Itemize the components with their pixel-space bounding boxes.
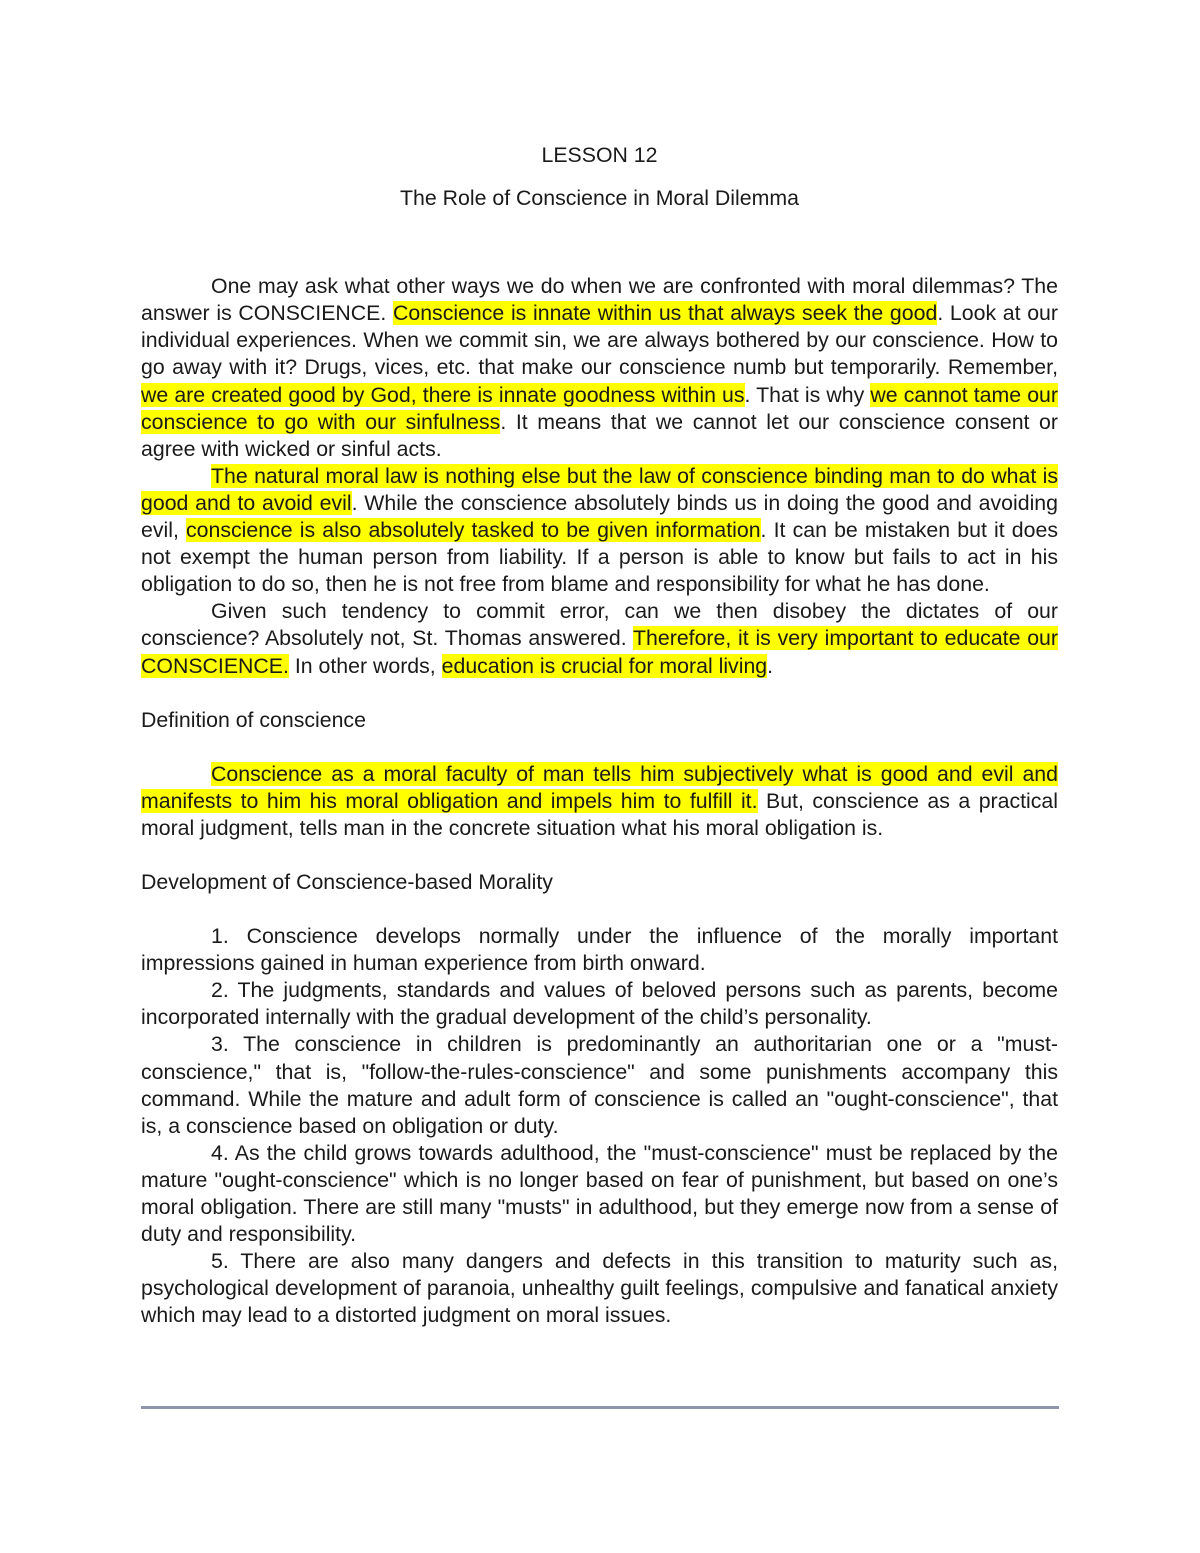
text-run: . It means that we cannot let our conscience consent or agree with wicked or sinful acts.	[141, 409, 1058, 461]
intro-paragraph-2	[141, 463, 1058, 598]
list-item: 1. Conscience develops normally under the influence of the morally important impressions gained in human experience from birth onward.	[141, 924, 1058, 976]
highlighted-text: Conscience as a moral faculty of man tells him subjectively what is good and evil and manifests to him his moral obligation and impels him to fulfill it.	[141, 761, 1058, 813]
document-page	[141, 142, 1058, 1329]
text-run: . That is why	[744, 382, 871, 407]
text-run: In other words,	[288, 653, 442, 678]
highlighted-text: education is crucial for moral living	[441, 653, 768, 678]
list-item: 5. There are also many dangers and defects in this transition to maturity such as, psychological development of paranoia, unhealthy guilt feelings, compulsive and fanatical anxiety which may lead to a distorted judgment on moral issues.	[141, 1249, 1058, 1328]
highlighted-text: Conscience is innate within us that always seek the good	[392, 301, 938, 326]
text-run: . Look at our individual experiences. When we commit sin, we are always bothered by our conscience. How to go away with it? Drugs, vices, etc. that make our conscience numb but temporarily. Remember,	[141, 301, 1058, 380]
text-run: . It can be mistaken but it does not exempt the human person from liability. If a person is able to know but fails to act in his obligation to do so, then he is not free from blame and responsibility for what he has done.	[141, 518, 1058, 597]
text-run: .	[767, 653, 774, 678]
text-run: Given such tendency to commit error, can we then disobey the dictates of our conscience? Absolutely not, St. Thomas answered.	[141, 599, 1058, 651]
list-item: 2. The judgments, standards and values of beloved persons such as parents, become incorporated internally with the gradual development of the child’s personality.	[141, 978, 1058, 1030]
list-item: 3. The conscience in children is predominantly an authoritarian one or a "must-conscience," that is, "follow-the-rules-conscience" and some punishments accompany this command. While the mature and adult form of conscience is called an "ought-conscience", that is, a conscience based on obligation or duty.	[141, 1032, 1058, 1138]
highlighted-text: The natural moral law is nothing else but the law of conscience binding man to do what is good and to avoid evil	[141, 463, 1058, 515]
bottom-rule	[141, 1406, 1059, 1409]
development-heading: Development of Conscience-based Morality	[141, 869, 553, 894]
highlighted-text: we cannot tame our conscience to go with our sinfulness	[141, 382, 1058, 434]
definition-paragraph	[141, 761, 1058, 842]
list-item: 4. As the child grows towards adulthood, the "must-conscience" must be replaced by the mature "ought-conscience" which is no longer based on fear of punishment, but based on one’s moral obligation. There are still many "musts" in adulthood, but they emerge now from a sense of duty and responsibility.	[141, 1140, 1058, 1247]
highlighted-text: conscience is also absolutely tasked to be given information	[186, 518, 761, 543]
highlighted-text: Therefore, it is very important to educate our CONSCIENCE.	[141, 626, 1058, 678]
text-run: But, conscience as a practical moral judgment, tells man in the concrete situation what his moral obligation is.	[141, 788, 1059, 840]
definition-heading: Definition of conscience	[141, 707, 366, 732]
text-run: One may ask what other ways we do when we are confronted with moral dilemmas? The answer is CONSCIENCE.	[141, 274, 1058, 326]
lesson-number: LESSON 12	[541, 143, 658, 167]
development-list	[141, 923, 1058, 1329]
text-run: . While the conscience absolutely binds us in doing the good and avoiding evil,	[141, 490, 1058, 543]
lesson-title: The Role of Conscience in Moral Dilemma	[400, 186, 799, 211]
intro-paragraph-3	[141, 598, 1058, 679]
intro-paragraph-1	[141, 273, 1058, 463]
highlighted-text: we are created good by God, there is innate goodness within us	[141, 382, 745, 407]
